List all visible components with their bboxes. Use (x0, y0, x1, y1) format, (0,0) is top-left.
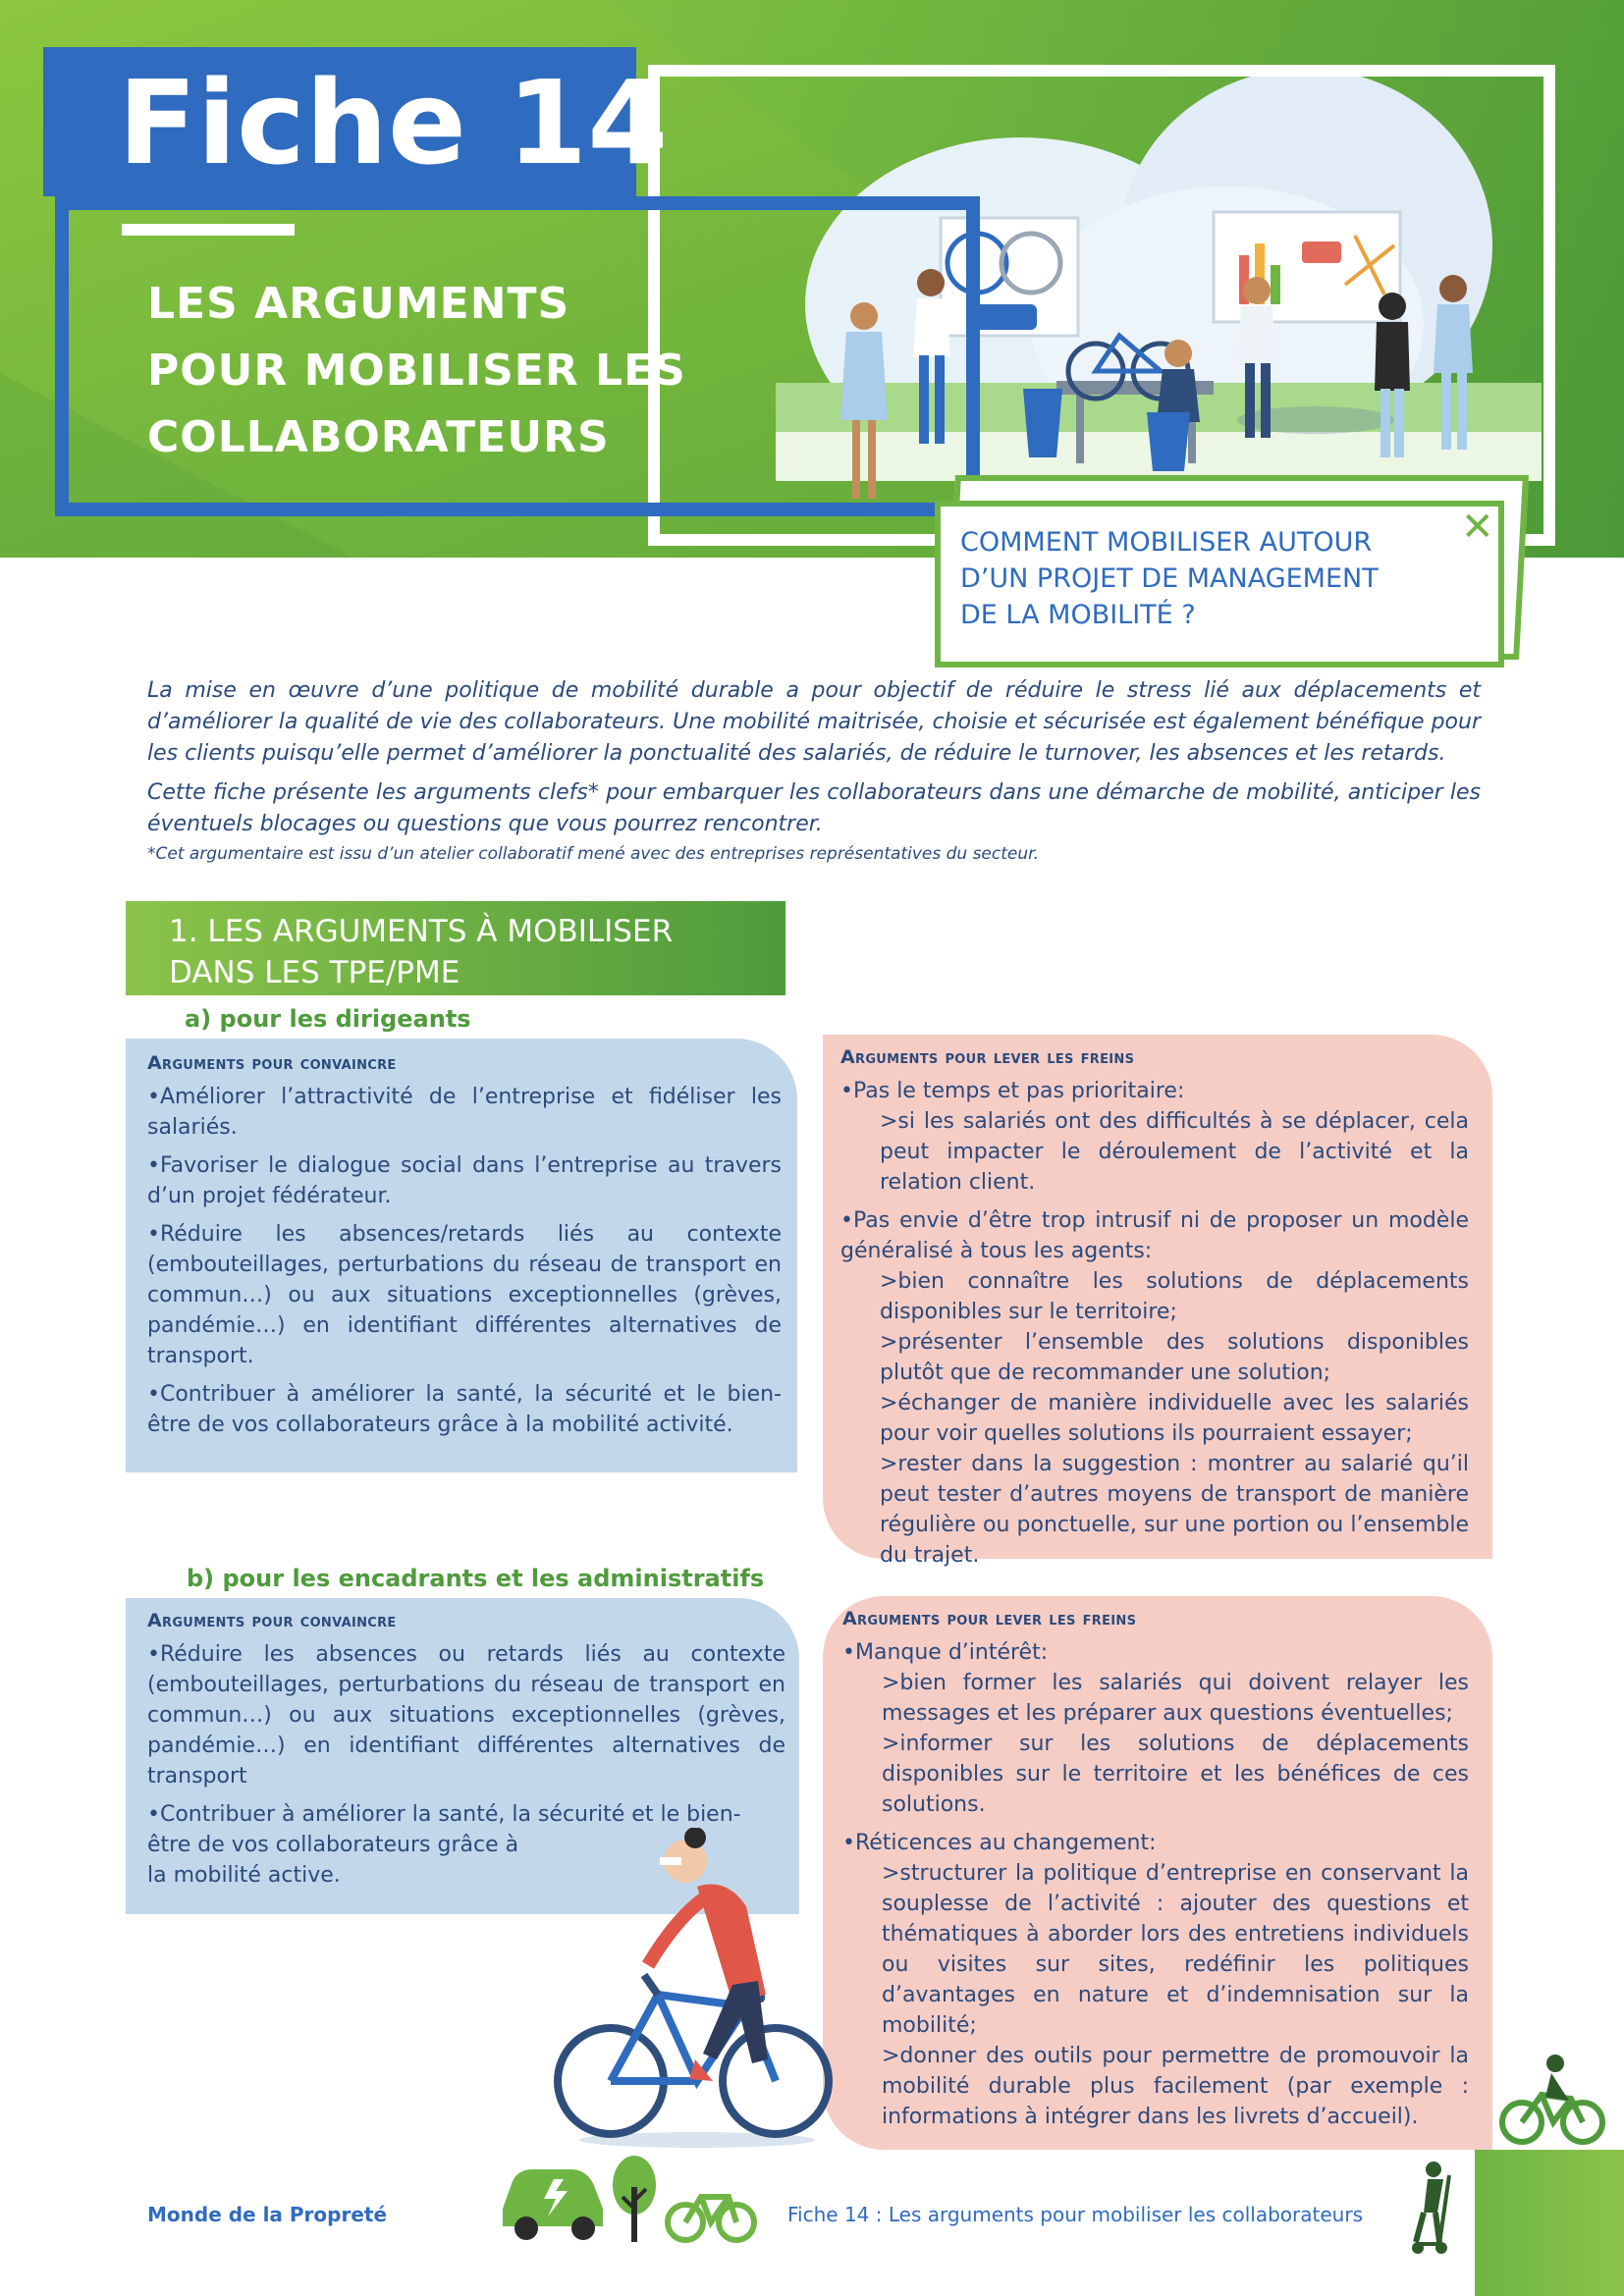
obstacle-subitem: >échanger de manière individuelle avec les salariés pour voir quelles solutions ils pourraient essayer; (880, 1391, 1469, 1446)
intro-paragraph: La mise en œuvre d’une politique de mobilité durable a pour objectif de réduire le stress lié aux déplacements et d’améliorer la qualité de vie des collaborateurs. Une mobilité maitrisée, choisie et sécurisée est également bénéfique pour les clients puisqu’elle permet d’améliorer la ponctualité des salariés, de réduire le turnover, les absences et les retards. (147, 678, 1481, 766)
obstacle-sublist (840, 1266, 1469, 1571)
footer-organisation: Monde de la Propreté (147, 2203, 388, 2226)
argument-item: •Contribuer à améliorer la santé, la sécurité et le bien-être de vos collaborateurs grâce à la mobilité activité. (147, 1382, 782, 1437)
box-title: Arguments pour convaincre (147, 1052, 397, 1074)
argument-line: être de vos collaborateurs grâce à (147, 1833, 519, 1857)
subheading-dirigeants: a) pour les dirigeants (185, 1005, 471, 1033)
obstacle-sublist (840, 1106, 1469, 1198)
obstacle-subitem: >donner des outils pour permettre de promouvoir la mobilité durable plus facilement (par exemple : informations à intégrer dans les livrets d’accueil). (882, 2044, 1469, 2129)
obstacle-item: •Pas le temps et pas prioritaire: (840, 1079, 1185, 1103)
section-title-line: 1. LES ARGUMENTS À MOBILISER (169, 914, 674, 949)
bicycle-icon (668, 2197, 754, 2240)
page-heading (147, 271, 686, 471)
argument-line: la mobilité active. (147, 1863, 341, 1888)
intro-paragraph: Cette fiche présente les arguments clefs* pour embarquer les collaborateurs dans une démarche de mobilité, anticiper les éventuels blocages ou questions que vous pourrez rencontrer. (147, 780, 1481, 836)
obstacle-subitem: >si les salariés ont des difficultés à se déplacer, cela peut impacter le déroulement de l’activité et la relation client. (880, 1109, 1469, 1195)
argument-item: •Améliorer l’attractivité de l’entreprise et fidéliser les salariés. (147, 1085, 782, 1140)
box-title: Arguments pour lever les freins (842, 1608, 1137, 1629)
cyclist-illustration (550, 1828, 835, 2152)
question-text (960, 524, 1422, 633)
obstacle-subitem: >présenter l’ensemble des solutions disponibles plutôt que de recommander une solution; (880, 1330, 1469, 1385)
section-title (169, 911, 673, 993)
page-corner-tab (1475, 2150, 1624, 2296)
obstacle-item: •Manque d’intérêt: (842, 1640, 1049, 1665)
obstacle-subitem: >bien former les salariés qui doivent relayer les messages et les préparer aux questions éventuelles; (882, 1671, 1469, 1726)
cyclist-icon (1498, 2052, 1606, 2150)
box-title: Arguments pour lever les freins (840, 1046, 1135, 1068)
box-title: Arguments pour convaincre (147, 1610, 397, 1631)
section-title-line: DANS LES TPE/PME (169, 955, 460, 990)
obstacles-box-dirigeants (823, 1035, 1492, 1568)
obstacle-item: •Pas envie d’être trop intrusif ni de proposer un modèle généralisé à tous les agents: (840, 1208, 1469, 1263)
argument-item: •Réduire les absences/retards liés au contexte (embouteillages, perturbations du réseau de transport en commun…) ou aux situations exceptionnelles (grèves, pandémie…) en identifiant différentes alternatives de transport. (147, 1222, 782, 1368)
heading-line: POUR MOBILISER LES (147, 346, 686, 396)
tree-icon (613, 2156, 656, 2242)
heading-line: COLLABORATEURS (147, 412, 610, 462)
footer-page-title: Fiche 14 : Les arguments pour mobiliser les collaborateurs (787, 2203, 1363, 2226)
argument-line: •Contribuer à améliorer la santé, la sécurité et le bien- (147, 1802, 741, 1827)
obstacle-subitem: >informer sur les solutions de déplacements disponibles sur le territoire et les bénéfices de ces solutions. (882, 1732, 1469, 1817)
obstacle-sublist (842, 1858, 1469, 2132)
question-line: D’UN PROJET DE MANAGEMENT (960, 563, 1379, 594)
obstacle-sublist (842, 1668, 1469, 1820)
obstacle-subitem: >rester dans la suggestion : montrer au salarié qu’il peut tester d’autres moyens de transport de manière régulière ou ponctuelle, sur une portion ou l’ensemble du trajet. (880, 1452, 1469, 1568)
obstacle-subitem: >bien connaître les solutions de déplacements disponibles sur le territoire; (880, 1269, 1469, 1324)
electric-car-icon (503, 2169, 603, 2240)
page-title: Fiche 14 (118, 55, 669, 190)
mobility-icons (497, 2148, 758, 2250)
convince-box-dirigeants (126, 1039, 797, 1472)
argument-item: •Réduire les absences ou retards liés au contexte (embouteillages, perturbations du réseau de transport en commun…) ou aux situations exceptionnelles (grèves, pandémie…) en identifiant différentes alternatives de transport (147, 1642, 785, 1789)
obstacles-box-encadrants (823, 1596, 1492, 2150)
title-underline (122, 224, 295, 236)
question-line: COMMENT MOBILISER AUTOUR (960, 527, 1373, 558)
scooter-icon (1406, 2160, 1465, 2258)
question-line: DE LA MOBILITÉ ? (960, 600, 1196, 630)
cross-icon: ✕ (1461, 505, 1494, 550)
intro-footnote: *Cet argumentaire est issu d’un atelier collaboratif mené avec des entreprises représentatives du secteur. (147, 844, 1039, 864)
argument-item: •Favoriser le dialogue social dans l’entreprise au travers d’un projet fédérateur. (147, 1153, 782, 1208)
heading-line: LES ARGUMENTS (147, 279, 570, 329)
subheading-encadrants: b) pour les encadrants et les administratifs (187, 1565, 765, 1592)
obstacle-item: •Réticences au changement: (842, 1831, 1157, 1855)
obstacle-subitem: >structurer la politique d’entreprise en conservant la souplesse de l’activité : ajouter des questions et thématiques à aborder lors des entretiens individuels ou visites sur sites, redéfinir les politiques d’avantages en nature et d’indemnisation sur la mobilité; (882, 1861, 1469, 2038)
